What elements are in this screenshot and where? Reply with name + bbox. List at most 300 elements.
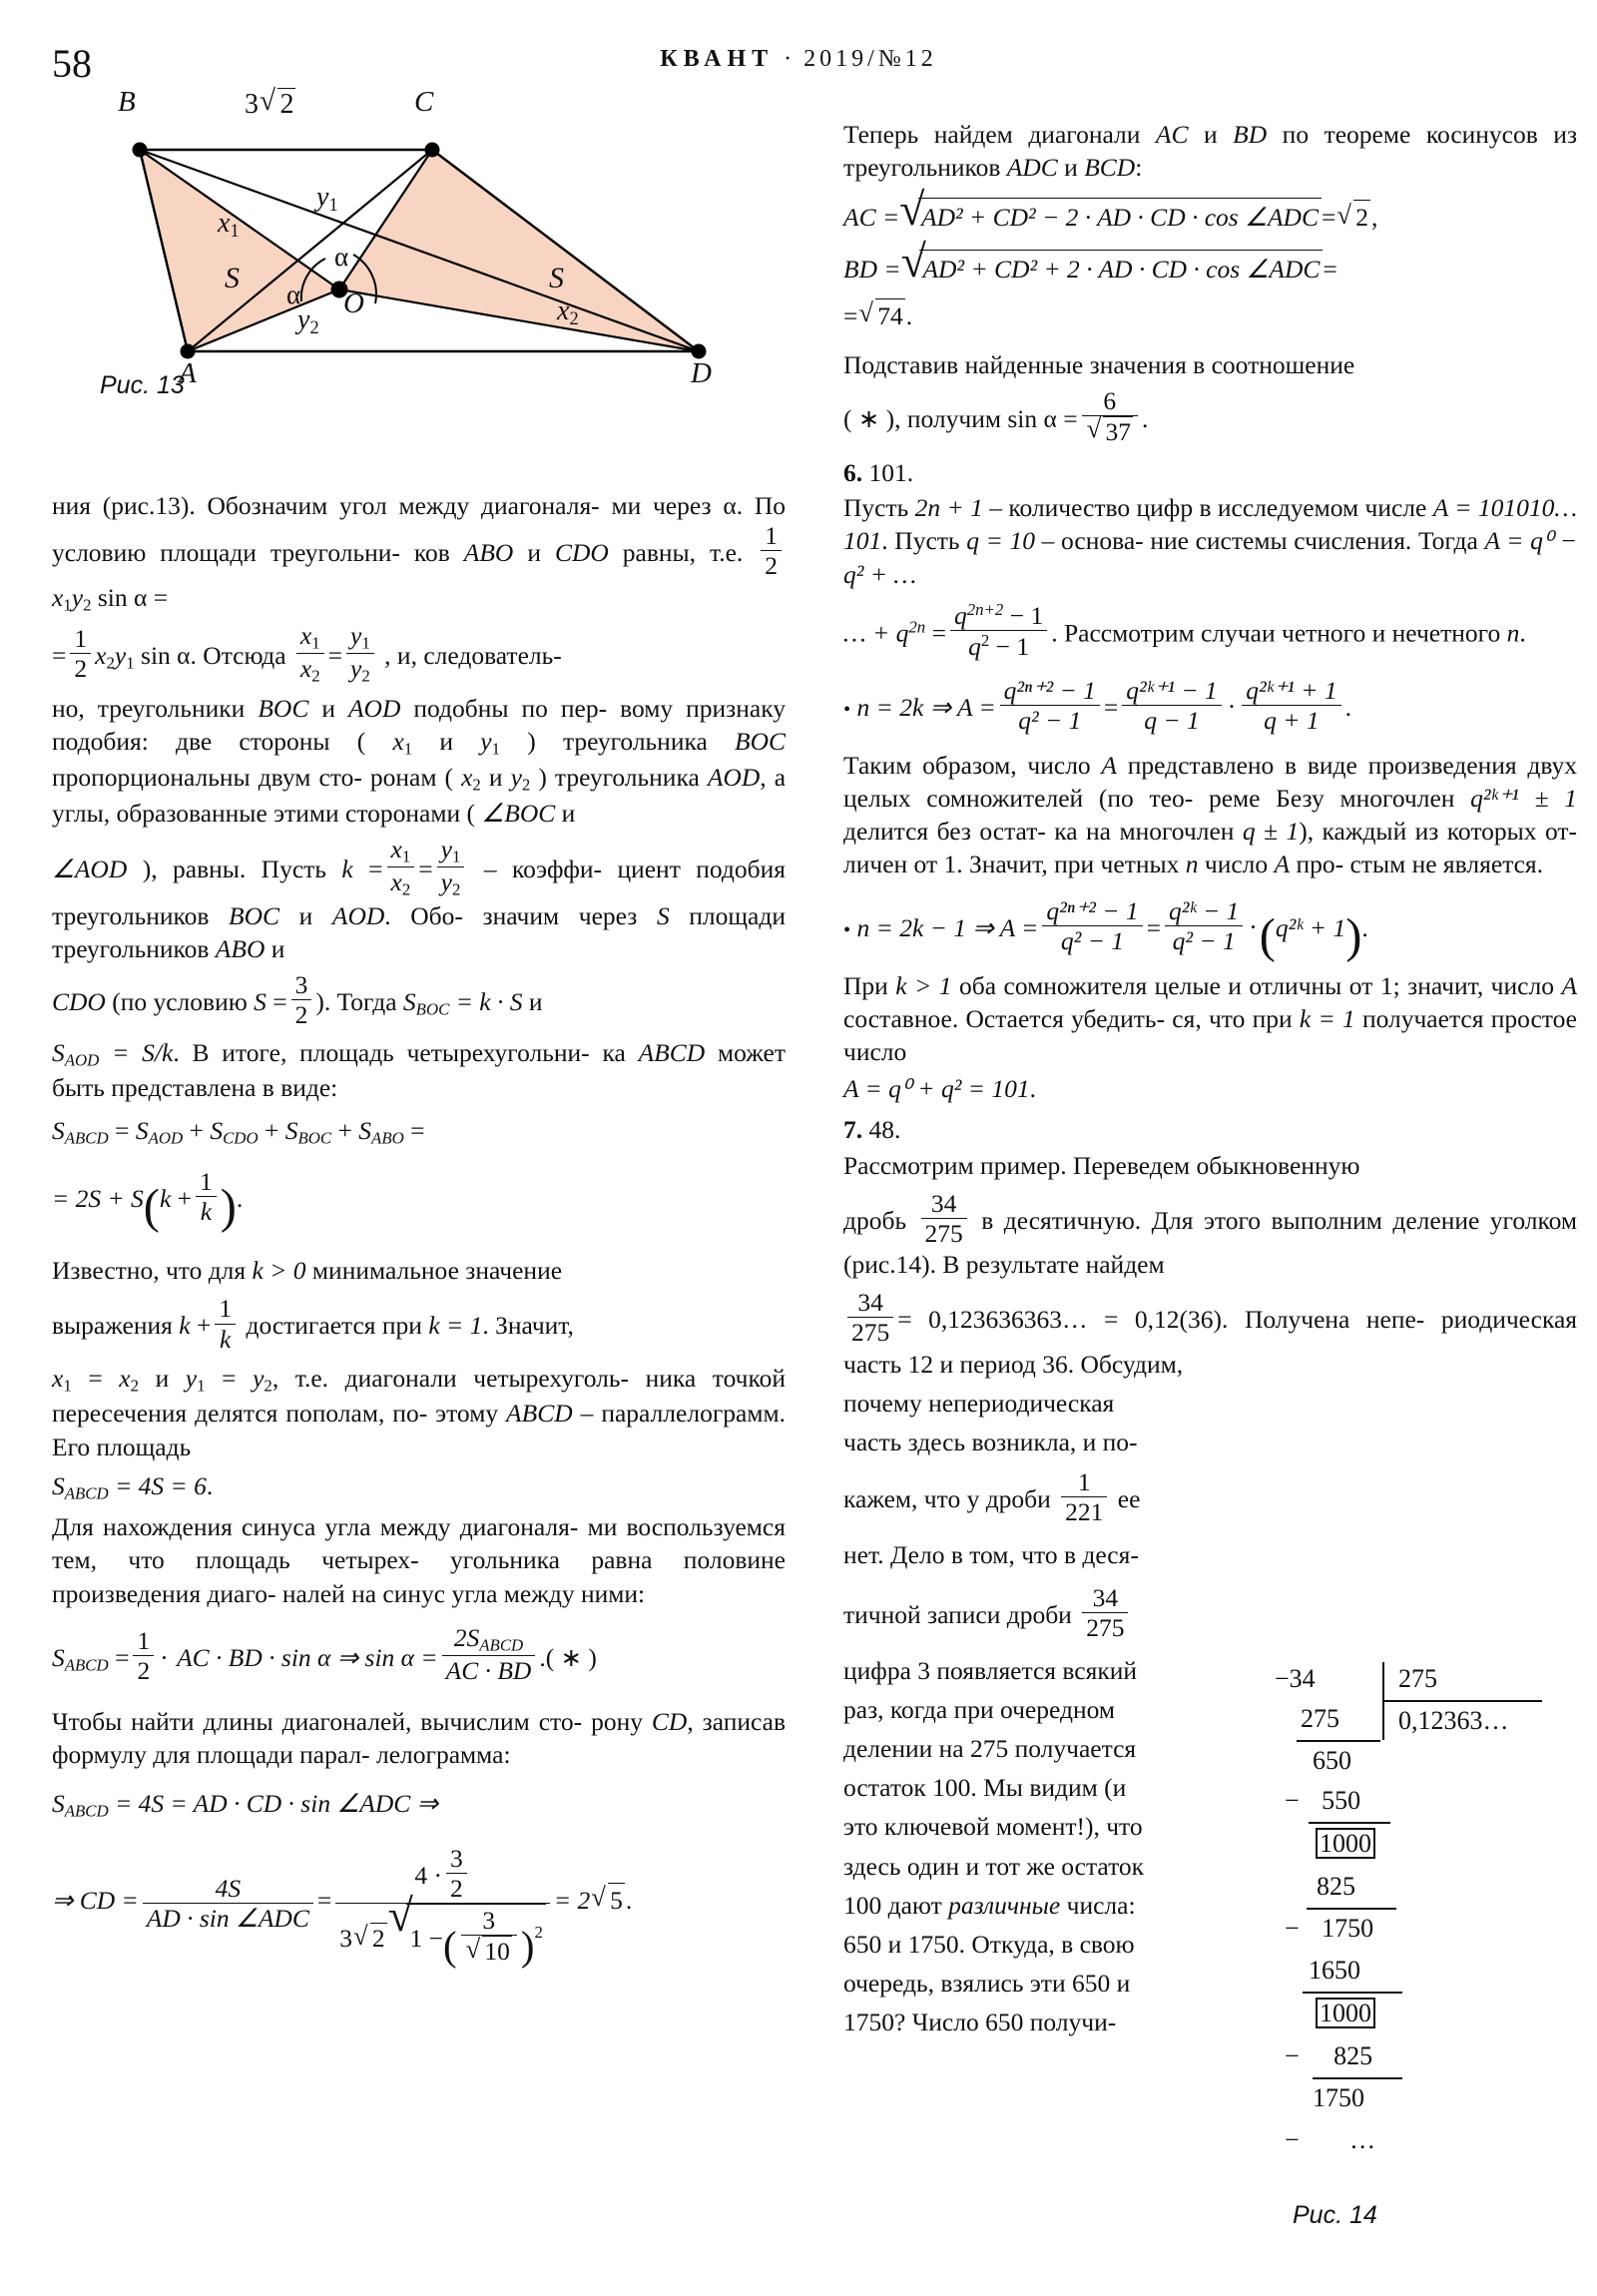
- journal-name: КВАНТ: [660, 46, 775, 72]
- text-run: . Рассмотрим случаи четного: [1051, 618, 1366, 648]
- math-sub: 2: [401, 879, 411, 899]
- frac-den: 275: [847, 1317, 893, 1347]
- math-sub: 1: [361, 633, 370, 653]
- radicand: 37: [1105, 416, 1131, 446]
- para-right-18: [843, 1693, 1263, 1726]
- math-s: S: [52, 1116, 65, 1146]
- fraction-cd-2: [335, 1844, 550, 1970]
- text-run: , и, следователь-: [377, 641, 562, 671]
- math-s: S: [254, 987, 266, 1017]
- division-step-row: [1287, 1828, 1375, 1859]
- para-left-5: CDO (по условию S = $\frac{3}{2}$ ). Тогда $S_{BOC} = k \cdot S$ и: [52, 970, 543, 1030]
- frac-num: 34: [930, 1188, 957, 1218]
- text-run: – количество цифр в исследуемом: [982, 493, 1359, 523]
- division-rule: [1303, 1992, 1402, 1994]
- problem-number-7: 7.: [843, 1115, 863, 1145]
- math-abcd: ABCD: [638, 1037, 706, 1067]
- text-run: ка: [602, 1037, 639, 1067]
- problem-7-answer: 48.: [862, 1115, 901, 1145]
- division-rule: [1297, 1740, 1380, 1742]
- text-run: Рассмотрим пример. Переведем обыкновенную: [843, 1150, 1360, 1180]
- math-k: k: [159, 1183, 172, 1213]
- math-ad-sin-adc: AD · sin ∠ADC: [146, 1903, 309, 1933]
- para-right-1: [843, 118, 1577, 184]
- bullet-case-even: [843, 677, 1577, 735]
- math-x: x: [392, 727, 404, 757]
- fraction-b1-1: [1000, 677, 1100, 735]
- math-x: x: [461, 763, 473, 793]
- frac-den: 275: [921, 1218, 967, 1248]
- division-step-value: 825: [1333, 2041, 1373, 2070]
- text-run: и: [412, 727, 481, 757]
- issue-label: 2019/№12: [803, 46, 937, 72]
- para-right-2: [843, 348, 1577, 381]
- period: .: [1141, 403, 1149, 433]
- para-right-20: [843, 1771, 1263, 1804]
- label-vertex-b: B: [118, 86, 136, 118]
- math-sin: sin: [97, 582, 128, 612]
- para-left-2: = $\frac{1}{2}$ $x_2y_1$ sin α. Отсюда $\frac{x_1}{x_2}$ = $\frac{y_1}{y_2}$ , и, следователь-: [52, 621, 562, 686]
- label-vertex-c: C: [414, 86, 434, 118]
- math-sub: 2: [311, 666, 320, 686]
- para-left-1: ния (рис.13). Обозначим угол между диагоналя- ми через α. По условию площади треугольни- ков ABO и CDO равны, т.е. $\frac{1}{2}$ $x_1y_2$ sin α =: [52, 491, 786, 615]
- para-right-6: [843, 749, 1577, 881]
- math-sub: 1: [451, 847, 461, 866]
- math-case-even-lhs: n = 2k ⇒ A =: [856, 692, 996, 722]
- fraction-three-halves: [291, 971, 312, 1029]
- frac-den: 221: [1061, 1496, 1107, 1526]
- division-step-row: [1287, 1998, 1375, 2028]
- exponent: 2: [534, 1923, 543, 1943]
- text-run: вому признаку подобия: две стороны (: [52, 694, 786, 757]
- division-dividend: −34: [1275, 1664, 1316, 1693]
- text-run: делится без остат-: [843, 817, 1046, 847]
- math-s: S: [210, 1116, 224, 1146]
- math-cd: CD: [651, 1707, 688, 1737]
- text-run: образованные этими сторонами (: [116, 798, 482, 828]
- text-run: . Пусть: [881, 526, 967, 556]
- math-s: S: [52, 1470, 65, 1500]
- label-area-s-right: S: [549, 262, 564, 294]
- frac-num: [335, 1845, 550, 1903]
- text-run: раз, когда при очередном: [843, 1695, 1115, 1725]
- exponent: 2: [980, 630, 990, 650]
- division-highlighted-remainder: 1000: [1316, 1998, 1375, 2028]
- frac-den: [143, 1903, 313, 1933]
- math-sub: 1: [197, 1376, 206, 1396]
- text-run: и: [279, 901, 332, 931]
- fraction-x1-x2-b: [387, 836, 415, 899]
- triangle-cdo-fill: [339, 150, 699, 351]
- frac-den: 2: [291, 999, 312, 1029]
- label-x2: [557, 295, 579, 329]
- para-right-21: [843, 1810, 1263, 1843]
- frac-den: [1082, 415, 1138, 446]
- running-title: [0, 46, 1597, 73]
- star-marker: .( ∗ ): [539, 1642, 597, 1672]
- left-column: [52, 489, 787, 1970]
- frac-den: 2: [70, 653, 91, 683]
- text-run: здесь один и тот же остаток: [843, 1851, 1145, 1881]
- math-a-value: A = 101010…101: [843, 493, 1577, 556]
- frac-den: q² − 1: [1042, 925, 1142, 955]
- paren-close: ): [520, 1924, 535, 1970]
- period: .: [1344, 692, 1351, 722]
- math-adc: ADC: [1006, 153, 1058, 183]
- problem-6-heading: [843, 456, 1577, 489]
- text-run: представлено в виде: [1116, 750, 1357, 780]
- math-y: y: [510, 763, 522, 793]
- math-aod: AOD: [331, 901, 385, 931]
- label-area-s-left: S: [225, 262, 240, 294]
- formula-bd-value: [843, 298, 1577, 332]
- frac-num: 1: [1077, 1467, 1091, 1497]
- division-step-row: [1313, 1746, 1351, 1776]
- text-run: стым не является.: [1349, 850, 1544, 879]
- fraction-three-over-sqrt10: [461, 1907, 517, 1966]
- para-right-22: [843, 1850, 1263, 1883]
- fraction-y1-y2: [346, 622, 374, 686]
- minus-sign: [1287, 1829, 1294, 1858]
- text-run: угольника равна половине произведения диаго-: [52, 1545, 786, 1608]
- math-n: n: [1185, 850, 1199, 879]
- text-run: пропорциональны двум сто-: [52, 763, 362, 793]
- division-step-value: …: [1349, 2125, 1376, 2154]
- text-run: и: [1057, 153, 1085, 183]
- x2-base: x: [557, 295, 570, 326]
- fraction-three-halves-2: [446, 1845, 467, 1903]
- math-s: S: [358, 1116, 372, 1146]
- formula-star: $S_{ABCD}$ = $\frac{1}{2}$ · AC · BD · sin α ⇒ sin α = $\frac{2S_{ABCD}}{AC \cdot BD}$ .( ∗ ): [52, 1622, 597, 1685]
- radicand: 74: [875, 298, 905, 332]
- fraction-one-half-2: [70, 625, 91, 683]
- text-run: ), равны. Пусть: [127, 854, 342, 883]
- division-step-value: 1750: [1313, 2083, 1364, 2112]
- text-run: Для нахождения синуса угла между диагоналя-: [52, 1512, 579, 1542]
- text-run: часть здесь возникла, и по-: [843, 1427, 1138, 1456]
- paren-open: (: [143, 1180, 160, 1234]
- text-run: 1 −: [409, 1924, 443, 1954]
- period: .: [625, 1885, 633, 1915]
- text-run: это ключевой момент!), что: [843, 1812, 1143, 1842]
- math-sub: 2: [472, 775, 481, 795]
- division-step-row: [1285, 2125, 1375, 2155]
- label-vertex-a: A: [179, 357, 197, 389]
- para-right-3: [843, 387, 1577, 446]
- text-run: число: [1198, 850, 1275, 879]
- text-run: получается простое число: [843, 1004, 1577, 1067]
- page-header: [0, 32, 1597, 86]
- math-x: x: [52, 582, 64, 612]
- fraction-cd-1: [143, 1875, 313, 1933]
- period: .: [1361, 912, 1368, 942]
- math-sub: 2: [361, 666, 370, 686]
- text-run: ). Тогда: [315, 987, 403, 1017]
- text-run: значим через: [482, 901, 657, 931]
- math-sub-abcd: ABCD: [64, 1129, 109, 1149]
- math-expr: AC · BD · sin α ⇒ sin α =: [177, 1642, 438, 1672]
- text-run: дробь: [843, 1205, 917, 1235]
- para-left-3: [52, 692, 786, 829]
- text-run: лелограмма:: [375, 1740, 511, 1770]
- text-run: косинусов из треугольников: [843, 120, 1578, 183]
- text-run: и: [480, 763, 511, 793]
- bc-radicand: 2: [279, 89, 294, 120]
- math-sub: 2: [83, 595, 92, 615]
- equals-sign: =: [931, 618, 946, 648]
- text-run: ее: [1111, 1483, 1141, 1513]
- text-run: ния (рис.13). Обозначим угол между диагоналя-: [52, 491, 600, 520]
- math-sub-aod: AOD: [64, 1050, 100, 1070]
- division-horizontal-bar: [1382, 1700, 1542, 1702]
- text-run: . В итоге, площадь четырехугольни-: [173, 1037, 590, 1067]
- para-right-9: [843, 1149, 1577, 1182]
- wrapped-text-block: [843, 1387, 1263, 2039]
- fraction-y1-y2-b: [437, 836, 465, 899]
- fraction-one-over-k: [196, 1168, 217, 1226]
- label-y1: [316, 182, 338, 216]
- fraction-x1-x2: [296, 622, 324, 686]
- math-q-value: q = 10: [966, 526, 1035, 556]
- math-sub-boc: BOC: [297, 1129, 332, 1149]
- math-boc: BOC: [229, 901, 280, 931]
- math-sub-abcd: ABCD: [479, 1635, 524, 1655]
- frac-den: 275: [1082, 1612, 1128, 1642]
- para-right-5: [843, 601, 1577, 661]
- frac-den: [950, 630, 1047, 661]
- math-x: x: [390, 834, 402, 863]
- frac-den: [196, 1196, 217, 1226]
- y2-sub: 2: [309, 317, 319, 338]
- frac-num: [950, 601, 1047, 630]
- text-run: ние системы счисления. Тогда: [1150, 526, 1485, 556]
- para-right-14: [843, 1468, 1263, 1526]
- para-right-25: [843, 1967, 1263, 2000]
- frac-num: 34: [1092, 1582, 1119, 1612]
- text-run: – параллелограмм. Его площадь: [52, 1399, 786, 1461]
- equals-sign: =: [843, 300, 858, 330]
- x2-sub: 2: [569, 308, 579, 329]
- period: .: [1519, 618, 1526, 648]
- decimal-expansion: = 0,123636363… = 0,12(36): [897, 1305, 1223, 1335]
- math-k: k: [200, 1197, 213, 1226]
- sqrt-icon: [858, 298, 904, 332]
- para-right-7: [843, 969, 1577, 1068]
- exponent: 2n: [908, 617, 926, 637]
- text-run: ) треугольника: [530, 763, 708, 793]
- para-right-10: [843, 1190, 1577, 1282]
- frac-num: 1: [219, 1294, 233, 1324]
- text-run: по теореме: [1267, 120, 1411, 149]
- frac-num: 6: [1103, 385, 1117, 415]
- frac-den: 2: [761, 550, 782, 580]
- text-run: деление уголком (рис.14). В результате найдем: [843, 1205, 1577, 1280]
- vertex-b-dot: [133, 143, 148, 158]
- math-sub: 2: [106, 653, 115, 673]
- math-sub: 1: [126, 653, 135, 673]
- sqrt-icon: [260, 88, 295, 121]
- math-angle-aod: ∠AOD: [52, 854, 128, 883]
- text-run: − 1: [1003, 600, 1044, 630]
- para-right-17: [843, 1654, 1263, 1687]
- para-left-9: $x_1 = x_2$ и $y_1 = y_2$, т.е. диагонали четырехуголь- ника точкой пересечения делятся пополам, по- этому ABCD – параллелограмм. Его площадь: [52, 1363, 786, 1461]
- text-run: оба сомножителя целые и отличны от: [951, 970, 1373, 1000]
- text-run: равны, т.е.: [608, 537, 758, 567]
- frac-num: q²ᵏ − 1: [1169, 895, 1240, 925]
- math-2sabcd: 2S: [453, 1622, 480, 1652]
- math-s: S: [402, 987, 416, 1017]
- fraction-star-right: [442, 1624, 536, 1686]
- frac-den: [461, 1935, 517, 1966]
- math-a: A: [1561, 970, 1578, 1000]
- bullet-case-odd: [843, 895, 1577, 962]
- math-sin: sin: [141, 641, 171, 671]
- text-run: треугольника: [562, 727, 735, 757]
- text-run: личен от 1. Значит, при четных: [843, 850, 1186, 879]
- paren-close: ): [220, 1180, 237, 1234]
- para-right-23: [843, 1889, 1263, 1922]
- para-right-26: [843, 2006, 1263, 2038]
- frac-den: 2: [133, 1655, 154, 1685]
- math-sub: 2: [451, 879, 461, 899]
- radicand: 2: [371, 1924, 385, 1954]
- math-sub: 2: [264, 1376, 272, 1396]
- division-rule: [1313, 2077, 1402, 2079]
- math-angle-boc: ∠BOC: [481, 798, 556, 828]
- formula-bd: [843, 250, 1577, 286]
- math-aod: AOD: [707, 763, 761, 793]
- math-y: y: [253, 1363, 265, 1393]
- text-run: Пусть: [843, 493, 915, 523]
- frac-num: 3: [482, 1906, 496, 1936]
- minus-sign: −: [1285, 1914, 1300, 1943]
- math-n: n: [1506, 618, 1520, 648]
- text-run: про-: [1290, 850, 1344, 879]
- math-s: S: [52, 1642, 65, 1672]
- math-y: y: [71, 582, 84, 612]
- para-left-7: [52, 1254, 786, 1287]
- text-run: , т.е. диагонали четырехуголь-: [271, 1363, 630, 1393]
- frac-num: [346, 622, 374, 653]
- text-run: . Отсюда: [190, 641, 292, 671]
- frac-den: q + 1: [1242, 705, 1340, 735]
- para-right-4: [843, 491, 1577, 590]
- problem-number-6: 6.: [843, 458, 863, 488]
- math-x: x: [119, 1363, 131, 1393]
- math-bd-lhs: BD =: [843, 255, 901, 285]
- y1-base: y: [316, 182, 329, 213]
- math-y: y: [440, 866, 452, 896]
- division-step-row: [1301, 1704, 1339, 1734]
- frac-num: [387, 836, 415, 866]
- math-expr: = 2S + S: [52, 1183, 144, 1213]
- frac-den: [346, 653, 374, 686]
- sqrt-icon: [591, 1883, 625, 1917]
- frac-den: q² − 1: [1165, 925, 1243, 955]
- math-case-odd-lhs: n = 2k − 1 ⇒ A =: [856, 912, 1039, 942]
- sqrt-big-icon: [388, 1904, 546, 1970]
- frac-num: q²ᵏ⁺¹ − 1: [1126, 675, 1218, 705]
- label-alpha-lower: α: [286, 280, 301, 309]
- label-alpha-upper: α: [334, 242, 349, 272]
- frac-den: [442, 1655, 536, 1685]
- math-sub: 1: [63, 595, 72, 615]
- division-divisor: 275: [1398, 1664, 1437, 1693]
- fraction-one-half-3: [133, 1627, 154, 1685]
- text-run: произведения двух целых сомножителей (по тео-: [843, 750, 1577, 814]
- text-run: ( ∗ ), получим sin α =: [843, 403, 1078, 433]
- text-run: Подставив найденные значения в соотношение: [843, 349, 1355, 379]
- fraction-one-over-k-2: [215, 1295, 236, 1353]
- text-run: подобны по пер-: [400, 694, 608, 724]
- text-run: – основа-: [1034, 526, 1144, 556]
- fraction-1-221: [1061, 1468, 1107, 1526]
- division-step-row: [1309, 1956, 1360, 1986]
- text-run: и: [308, 694, 348, 724]
- formula-ac: [843, 198, 1577, 234]
- text-run: реме Безу многочлен: [1208, 784, 1471, 814]
- para-right-15: [843, 1538, 1263, 1571]
- y2-base: y: [297, 304, 310, 335]
- division-step-value: 650: [1313, 1746, 1351, 1775]
- x1-sub: 1: [230, 221, 240, 242]
- math-ac: AC: [1155, 120, 1189, 149]
- text-run: ), каждый из которых от-: [1299, 817, 1577, 847]
- text-run: ): [500, 727, 563, 757]
- division-highlighted-remainder: 1000: [1316, 1828, 1375, 1859]
- text-run: ми через: [611, 491, 724, 520]
- math-s: S: [284, 1116, 298, 1146]
- para-right-16: [843, 1584, 1263, 1642]
- text-run: ми воспользуемся тем, что площадь четырех-: [52, 1512, 786, 1575]
- text-run: может быть представлена в виде:: [52, 1037, 786, 1103]
- math-cd-lhs: ⇒ CD =: [52, 1885, 139, 1915]
- equals-sign: =: [52, 641, 67, 671]
- text-run: площади треугольников: [52, 901, 786, 964]
- radicand: 10: [484, 1937, 510, 1967]
- text-run: числе: [1364, 493, 1433, 523]
- bullet-icon: •: [843, 918, 851, 941]
- division-step-value: 825: [1317, 1872, 1355, 1901]
- text-run: ка на многочлен: [1054, 817, 1243, 847]
- math-sub-aod: AOD: [148, 1129, 184, 1149]
- math-sub-abcd: ABCD: [64, 1483, 109, 1503]
- label-segment-bc-length: [245, 88, 296, 121]
- text-run: остаток 100. Мы видим (и: [843, 1773, 1127, 1803]
- math-s: S: [656, 901, 670, 931]
- text-run: . Значит,: [482, 1311, 574, 1341]
- radicand: AD² + CD² + 2 · AD · CD · cos ∠ADC: [919, 250, 1323, 286]
- label-vertex-d: D: [691, 357, 712, 389]
- frac-num: [437, 836, 465, 866]
- division-step-row: [1285, 1786, 1360, 1816]
- paren-close: ): [1345, 908, 1362, 962]
- text-run: почему непериодическая: [843, 1388, 1115, 1418]
- formula-sabcd-sum: $S_{ABCD} = S_{AOD} + S_{CDO} + S_{BOC} + S_{ABO}$ =: [52, 1116, 425, 1149]
- text-run: риодическая часть 12 и период 36. Обсудим,: [843, 1305, 1577, 1379]
- math-sub: 1: [491, 740, 501, 760]
- text-run: нет. Дело в том, что в деся-: [843, 1540, 1139, 1570]
- equals-sign: =: [1321, 203, 1336, 233]
- para-left-11: [52, 1510, 786, 1609]
- math-sub-boc: BOC: [415, 999, 450, 1019]
- math-sub-abcd: ABCD: [64, 1802, 109, 1822]
- math-polynomial-2: q ± 1: [1242, 817, 1300, 847]
- text-run: Таким образом, число: [843, 750, 1102, 780]
- radicand: AD² + CD² − 2 · AD · CD · cos ∠ADC: [918, 198, 1322, 234]
- math-y: y: [480, 727, 492, 757]
- math-boc: BOC: [735, 727, 786, 757]
